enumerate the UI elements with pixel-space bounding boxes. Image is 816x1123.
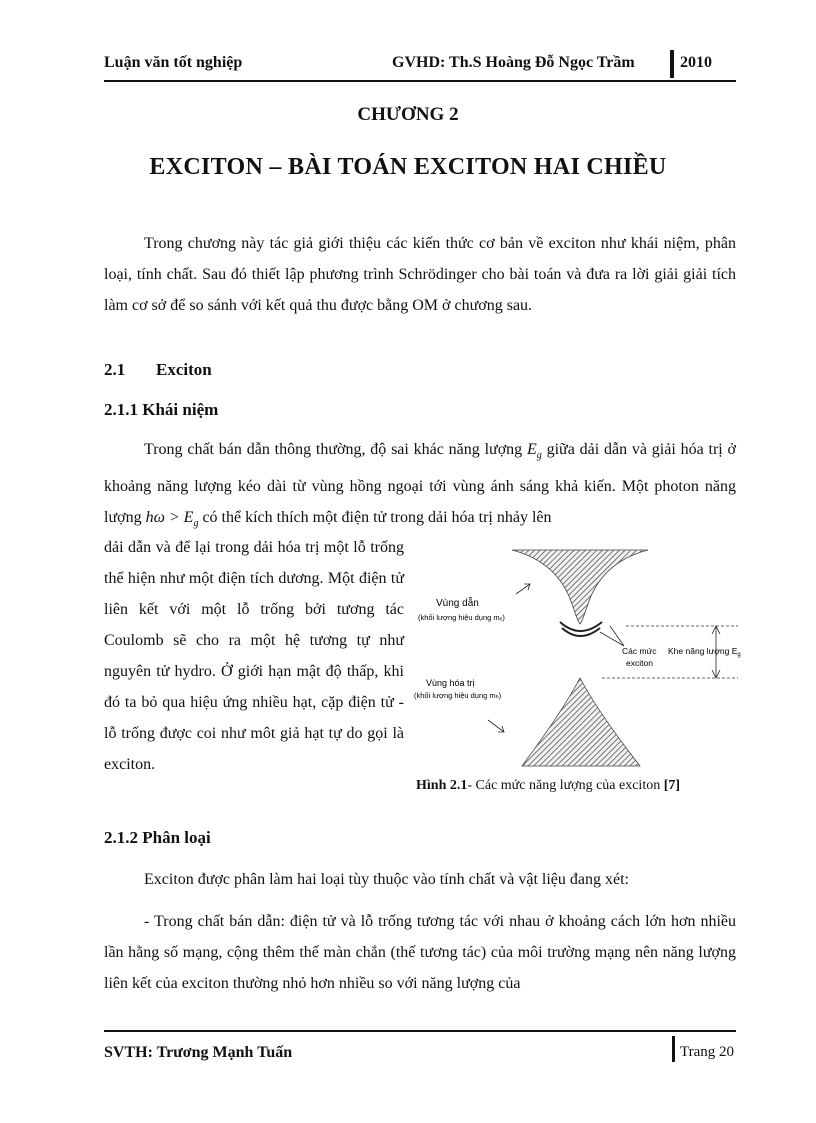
- section-title: Phân loại: [142, 828, 211, 847]
- page-header: [104, 50, 736, 80]
- conduction-mass-label: (khối lượng hiệu dụng mₑ): [418, 613, 505, 622]
- chapter-number: CHƯƠNG 2: [357, 104, 459, 125]
- section-number: 2.1.1: [104, 400, 138, 419]
- footer-separator: [672, 1036, 675, 1062]
- caption-text: - Các mức năng lượng của exciton: [467, 778, 664, 793]
- section-number: 2.1.2: [104, 828, 138, 847]
- exciton-levels-label: Các mức: [622, 646, 657, 656]
- caption-label: Hình 2.1: [416, 778, 468, 793]
- concept-continued: dải dẫn và để lại trong dải hóa trị một lỗ trống thể hiện như một điện tích dương. Một điện tử liên kết với một lỗ trống bởi tương tác Coulomb sẽ cho ra một hệ tương tự như nguyên tử hydro. Ở giới hạn mật độ thấp, khi đó ta bỏ qua hiệu ứng nhiều hạt, cặp điện tử - lỗ trống được coi như môt giả hạt tự do gọi là exciton.: [104, 539, 404, 773]
- valence-band-shape: [522, 678, 640, 766]
- concept-paragraph: [104, 434, 736, 539]
- energy-gap-symbol: $E_g$: [526, 441, 542, 462]
- semiconductor-paragraph: - Trong chất bán dẫn: điện tử và lỗ trống tương tác với nhau ở khoảng cách lớn hơn nhiều lần hằng số mạng, cộng thêm thế màn chắn (thế tương tác) của môi trường mạng nên năng lượng liên kết của exciton thường nhỏ hơn nhiều so với năng lượng của: [104, 913, 736, 992]
- exciton-levels-label-2: exciton: [626, 658, 653, 668]
- section-title: Khái niệm: [142, 400, 219, 419]
- header-separator: [670, 50, 674, 78]
- conduction-band-label: Vùng dẫn: [436, 598, 479, 609]
- gap-label: Khe năng lượng $E_g$: [668, 646, 741, 658]
- header-rule: [104, 80, 736, 82]
- section-heading-2-1-1: [104, 400, 218, 420]
- valence-mass-label: (khối lượng hiệu dụng mₕ): [414, 691, 502, 700]
- classify-paragraph: Exciton được phân làm hai loại tùy thuộc vào tính chất và vật liệu đang xét:: [144, 871, 629, 888]
- header-year: 2010: [680, 54, 712, 71]
- footer-student: SVTH: Trương Mạnh Tuấn: [104, 1044, 293, 1061]
- concept-text-1: Trong chất bán dẫn thông thường, độ sai khác năng lượng: [144, 441, 527, 458]
- section-heading-2-1-2: [104, 828, 211, 848]
- section-number: 2.1: [104, 360, 126, 379]
- chapter-title: EXCITON – BÀI TOÁN EXCITON HAI CHIỀU: [149, 154, 667, 180]
- exciton-energy-figure: [412, 542, 752, 772]
- section-title: Exciton: [156, 360, 212, 379]
- concept-text-3: có thể kích thích một điện tử trong dải hóa trị nhảy lên: [198, 509, 552, 527]
- valence-band-label: Vùng hóa trị: [426, 678, 475, 688]
- intro-paragraph: Trong chương này tác giả giới thiệu các kiến thức cơ bản về exciton như khái niệm, phân loại, tính chất. Sau đó thiết lập phương trình Schrödinger cho bài toán và đưa ra lời giải giải tích làm cơ sở để so sánh với kết quả thu được bằng OM ở chương sau.: [104, 235, 736, 314]
- footer-rule: [104, 1030, 736, 1032]
- header-left: Luận văn tốt nghiệp: [104, 54, 243, 71]
- concept-text-2: giữa dải dẫn và giải hóa trị ở khoảng năng lượng kéo dài từ vùng hồng ngoại tới vùng ánh sáng khả kiến. Một photon năng lượng: [104, 441, 736, 527]
- exciton-level-1: [560, 622, 602, 631]
- page-number: Trang 20: [680, 1044, 735, 1060]
- conduction-band-shape: [512, 550, 648, 624]
- header-advisor: GVHD: Th.S Hoàng Đỗ Ngọc Trầm: [392, 54, 635, 71]
- caption-ref: [7]: [663, 778, 681, 793]
- figure-caption: [416, 778, 680, 794]
- section-heading-2-1: [104, 360, 212, 380]
- photon-inequality: $h\omega > E_g$: [145, 509, 199, 530]
